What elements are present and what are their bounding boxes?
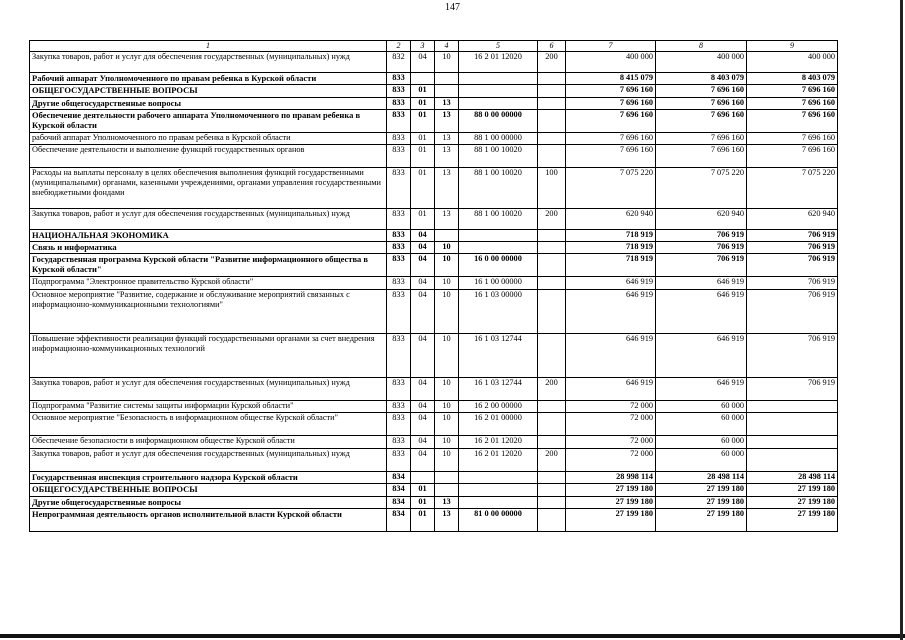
cell-name: Закупка товаров, работ и услуг для обеспечения государственных (муниципальных) нужд — [30, 52, 387, 73]
cell-pr: 10 — [435, 378, 459, 401]
cell-sum-3: 7 696 160 — [747, 98, 838, 110]
cell-sum-2: 706 919 — [656, 242, 747, 254]
table-row — [30, 52, 838, 73]
cell-pr: 13 — [435, 168, 459, 209]
cell-vr: 200 — [538, 378, 566, 401]
cell-name: Связь и информатика — [30, 242, 387, 254]
cell-rz — [411, 73, 435, 85]
cell-sum-1: 646 919 — [566, 334, 656, 378]
cell-pr: 10 — [435, 242, 459, 254]
cell-csr — [459, 98, 538, 110]
cell-name: Основное мероприятие "Безопасность в информационном обществе Курской области" — [30, 413, 387, 436]
cell-rz: 01 — [411, 145, 435, 168]
table-row — [30, 334, 838, 378]
cell-pr: 10 — [435, 401, 459, 413]
cell-sum-1: 72 000 — [566, 401, 656, 413]
scan-edge-right — [900, 0, 903, 640]
cell-sum-3: 7 075 220 — [747, 168, 838, 209]
table-row — [30, 98, 838, 110]
cell-sum-2: 7 696 160 — [656, 133, 747, 145]
cell-rz: 04 — [411, 334, 435, 378]
cell-sum-2: 620 940 — [656, 209, 747, 230]
cell-rz — [411, 472, 435, 484]
cell-sum-1: 72 000 — [566, 413, 656, 436]
cell-ved: 833 — [387, 254, 411, 277]
cell-sum-1: 7 696 160 — [566, 98, 656, 110]
cell-rz: 04 — [411, 52, 435, 73]
cell-vr — [538, 334, 566, 378]
cell-vr — [538, 145, 566, 168]
table-row — [30, 290, 838, 334]
cell-pr — [435, 472, 459, 484]
table-row — [30, 484, 838, 497]
cell-pr: 10 — [435, 52, 459, 73]
cell-sum-2: 60 000 — [656, 413, 747, 436]
cell-name: Подпрограмма "Электронное правительство Курской области" — [30, 277, 387, 290]
cell-vr: 200 — [538, 449, 566, 472]
cell-rz: 04 — [411, 277, 435, 290]
cell-ved: 834 — [387, 484, 411, 497]
cell-vr — [538, 401, 566, 413]
header-cell: 1 — [30, 41, 387, 52]
page-number: 147 — [445, 2, 460, 13]
table-row — [30, 378, 838, 401]
cell-pr: 13 — [435, 497, 459, 509]
cell-vr — [538, 133, 566, 145]
cell-sum-2: 7 696 160 — [656, 110, 747, 133]
cell-ved: 833 — [387, 168, 411, 209]
cell-csr: 81 0 00 00000 — [459, 509, 538, 532]
cell-sum-1: 646 919 — [566, 290, 656, 334]
cell-sum-2: 27 199 180 — [656, 484, 747, 497]
cell-csr: 16 0 00 00000 — [459, 254, 538, 277]
cell-pr: 13 — [435, 133, 459, 145]
table-row — [30, 497, 838, 509]
cell-pr: 10 — [435, 290, 459, 334]
cell-sum-3 — [747, 436, 838, 449]
cell-ved: 833 — [387, 85, 411, 98]
table-body — [30, 41, 838, 532]
cell-sum-1: 27 199 180 — [566, 497, 656, 509]
cell-name: Подпрограмма "Развитие системы защиты информации Курской области" — [30, 401, 387, 413]
cell-sum-1: 8 415 079 — [566, 73, 656, 85]
cell-sum-3: 8 403 079 — [747, 73, 838, 85]
header-cell: 3 — [411, 41, 435, 52]
cell-rz: 04 — [411, 449, 435, 472]
cell-pr: 13 — [435, 98, 459, 110]
table-row — [30, 413, 838, 436]
cell-rz: 04 — [411, 254, 435, 277]
table-row — [30, 85, 838, 98]
cell-sum-2: 400 000 — [656, 52, 747, 73]
cell-sum-3: 706 919 — [747, 242, 838, 254]
cell-pr — [435, 484, 459, 497]
cell-name: Рабочий аппарат Уполномоченного по правам ребенка в Курской области — [30, 73, 387, 85]
cell-ved: 833 — [387, 277, 411, 290]
cell-sum-1: 72 000 — [566, 449, 656, 472]
cell-pr: 10 — [435, 334, 459, 378]
table-row — [30, 145, 838, 168]
cell-sum-2: 60 000 — [656, 436, 747, 449]
cell-rz: 01 — [411, 168, 435, 209]
cell-sum-2: 7 696 160 — [656, 145, 747, 168]
cell-pr: 13 — [435, 110, 459, 133]
cell-name: ОБЩЕГОСУДАРСТВЕННЫЕ ВОПРОСЫ — [30, 484, 387, 497]
budget-sheet — [29, 40, 837, 532]
cell-csr — [459, 73, 538, 85]
cell-csr: 88 1 00 10020 — [459, 168, 538, 209]
cell-sum-1: 400 000 — [566, 52, 656, 73]
cell-sum-1: 7 696 160 — [566, 133, 656, 145]
table-row — [30, 436, 838, 449]
cell-name: Повышение эффективности реализации функций государственными органами за счет внедрения информационно-коммуникационных технологий — [30, 334, 387, 378]
cell-sum-3: 706 919 — [747, 230, 838, 242]
cell-rz: 01 — [411, 133, 435, 145]
cell-vr — [538, 484, 566, 497]
cell-ved: 833 — [387, 436, 411, 449]
cell-sum-2: 7 696 160 — [656, 98, 747, 110]
cell-vr: 100 — [538, 168, 566, 209]
cell-csr — [459, 230, 538, 242]
table-row — [30, 230, 838, 242]
budget-table — [29, 40, 838, 532]
header-cell: 6 — [538, 41, 566, 52]
cell-pr: 10 — [435, 449, 459, 472]
cell-sum-1: 27 199 180 — [566, 484, 656, 497]
cell-name: Обеспечение деятельности и выполнение функций государственных органов — [30, 145, 387, 168]
cell-sum-3: 706 919 — [747, 277, 838, 290]
table-row — [30, 472, 838, 484]
cell-sum-1: 7 075 220 — [566, 168, 656, 209]
cell-ved: 833 — [387, 242, 411, 254]
cell-pr: 10 — [435, 277, 459, 290]
cell-vr — [538, 413, 566, 436]
cell-vr: 200 — [538, 52, 566, 73]
cell-name: рабочий аппарат Уполномоченного по правам ребенка в Курской области — [30, 133, 387, 145]
cell-sum-3: 620 940 — [747, 209, 838, 230]
cell-rz: 01 — [411, 85, 435, 98]
cell-sum-3: 7 696 160 — [747, 145, 838, 168]
cell-sum-2: 60 000 — [656, 401, 747, 413]
cell-ved: 833 — [387, 378, 411, 401]
cell-name: ОБЩЕГОСУДАРСТВЕННЫЕ ВОПРОСЫ — [30, 85, 387, 98]
cell-sum-3: 7 696 160 — [747, 85, 838, 98]
cell-sum-1: 7 696 160 — [566, 110, 656, 133]
cell-vr — [538, 85, 566, 98]
scan-edge-bottom — [0, 634, 905, 638]
cell-sum-2: 28 498 114 — [656, 472, 747, 484]
cell-sum-3: 28 498 114 — [747, 472, 838, 484]
cell-pr: 10 — [435, 254, 459, 277]
cell-vr — [538, 110, 566, 133]
cell-sum-2: 8 403 079 — [656, 73, 747, 85]
cell-name: Другие общегосударственные вопросы — [30, 98, 387, 110]
cell-sum-1: 718 919 — [566, 254, 656, 277]
cell-ved: 833 — [387, 98, 411, 110]
cell-pr: 10 — [435, 436, 459, 449]
cell-pr: 13 — [435, 145, 459, 168]
table-row — [30, 242, 838, 254]
cell-pr: 13 — [435, 209, 459, 230]
cell-sum-2: 7 696 160 — [656, 85, 747, 98]
cell-vr — [538, 254, 566, 277]
cell-vr — [538, 472, 566, 484]
cell-pr — [435, 73, 459, 85]
cell-sum-3 — [747, 401, 838, 413]
cell-rz: 01 — [411, 209, 435, 230]
cell-sum-1: 7 696 160 — [566, 85, 656, 98]
table-row — [30, 509, 838, 532]
cell-rz: 01 — [411, 110, 435, 133]
cell-name: Закупка товаров, работ и услуг для обеспечения государственных (муниципальных) нужд — [30, 449, 387, 472]
cell-rz: 04 — [411, 401, 435, 413]
cell-name: Другие общегосударственные вопросы — [30, 497, 387, 509]
cell-csr: 16 2 00 00000 — [459, 401, 538, 413]
cell-sum-1: 72 000 — [566, 436, 656, 449]
cell-sum-2: 646 919 — [656, 290, 747, 334]
cell-ved: 833 — [387, 334, 411, 378]
cell-csr — [459, 242, 538, 254]
cell-sum-3: 27 199 180 — [747, 497, 838, 509]
cell-sum-1: 620 940 — [566, 209, 656, 230]
cell-sum-2: 706 919 — [656, 254, 747, 277]
cell-rz: 01 — [411, 509, 435, 532]
table-row — [30, 133, 838, 145]
cell-sum-1: 27 199 180 — [566, 509, 656, 532]
cell-csr: 16 2 01 12020 — [459, 449, 538, 472]
cell-ved: 833 — [387, 230, 411, 242]
cell-ved: 833 — [387, 449, 411, 472]
cell-pr — [435, 85, 459, 98]
cell-pr: 10 — [435, 413, 459, 436]
cell-sum-2: 60 000 — [656, 449, 747, 472]
cell-name: Обеспечение безопасности в информационном обществе Курской области — [30, 436, 387, 449]
cell-vr — [538, 509, 566, 532]
cell-name: НАЦИОНАЛЬНАЯ ЭКОНОМИКА — [30, 230, 387, 242]
header-cell: 9 — [747, 41, 838, 52]
cell-csr: 88 1 00 10020 — [459, 145, 538, 168]
header-cell: 2 — [387, 41, 411, 52]
cell-name: Государственная инспекция строительного надзора Курской области — [30, 472, 387, 484]
cell-csr: 16 2 01 12020 — [459, 52, 538, 73]
cell-name: Государственная программа Курской области "Развитие информационного общества в Курской области" — [30, 254, 387, 277]
cell-rz: 04 — [411, 436, 435, 449]
cell-ved: 834 — [387, 509, 411, 532]
cell-ved: 833 — [387, 290, 411, 334]
cell-csr: 16 1 03 00000 — [459, 290, 538, 334]
cell-sum-3 — [747, 449, 838, 472]
cell-csr: 88 1 00 10020 — [459, 209, 538, 230]
cell-name: Закупка товаров, работ и услуг для обеспечения государственных (муниципальных) нужд — [30, 209, 387, 230]
table-row — [30, 168, 838, 209]
table-header-row — [30, 41, 838, 52]
cell-ved: 832 — [387, 52, 411, 73]
cell-ved: 833 — [387, 209, 411, 230]
cell-vr — [538, 230, 566, 242]
cell-rz: 04 — [411, 413, 435, 436]
cell-sum-3: 7 696 160 — [747, 133, 838, 145]
cell-vr — [538, 290, 566, 334]
cell-csr: 16 1 03 12744 — [459, 334, 538, 378]
cell-csr: 88 0 00 00000 — [459, 110, 538, 133]
cell-ved: 833 — [387, 413, 411, 436]
cell-rz: 01 — [411, 98, 435, 110]
cell-sum-3 — [747, 413, 838, 436]
table-row — [30, 449, 838, 472]
cell-ved: 833 — [387, 145, 411, 168]
cell-sum-2: 646 919 — [656, 277, 747, 290]
cell-vr — [538, 242, 566, 254]
cell-sum-3: 706 919 — [747, 378, 838, 401]
cell-rz: 01 — [411, 497, 435, 509]
table-row — [30, 110, 838, 133]
cell-ved: 833 — [387, 73, 411, 85]
table-row — [30, 73, 838, 85]
cell-rz: 04 — [411, 290, 435, 334]
cell-name: Закупка товаров, работ и услуг для обеспечения государственных (муниципальных) нужд — [30, 378, 387, 401]
header-cell: 8 — [656, 41, 747, 52]
cell-vr — [538, 98, 566, 110]
cell-vr: 200 — [538, 209, 566, 230]
cell-sum-1: 718 919 — [566, 230, 656, 242]
cell-sum-1: 718 919 — [566, 242, 656, 254]
cell-rz: 04 — [411, 378, 435, 401]
header-cell: 4 — [435, 41, 459, 52]
cell-sum-2: 706 919 — [656, 230, 747, 242]
cell-sum-3: 706 919 — [747, 334, 838, 378]
table-row — [30, 401, 838, 413]
cell-rz: 04 — [411, 242, 435, 254]
cell-sum-1: 646 919 — [566, 277, 656, 290]
cell-rz: 01 — [411, 484, 435, 497]
cell-ved: 834 — [387, 497, 411, 509]
cell-csr — [459, 497, 538, 509]
cell-csr: 16 1 03 12744 — [459, 378, 538, 401]
cell-name: Основное мероприятие "Развитие, содержание и обслуживание мероприятий связанных с информационно-коммуникационными технологиями" — [30, 290, 387, 334]
cell-csr — [459, 484, 538, 497]
cell-sum-2: 27 199 180 — [656, 509, 747, 532]
cell-vr — [538, 436, 566, 449]
cell-csr: 16 2 01 12020 — [459, 436, 538, 449]
cell-sum-2: 7 075 220 — [656, 168, 747, 209]
table-row — [30, 254, 838, 277]
cell-sum-3: 7 696 160 — [747, 110, 838, 133]
table-row — [30, 277, 838, 290]
cell-csr: 16 2 01 00000 — [459, 413, 538, 436]
cell-sum-3: 27 199 180 — [747, 509, 838, 532]
header-cell: 7 — [566, 41, 656, 52]
cell-name: Непрограммная деятельность органов исполнительной власти Курской области — [30, 509, 387, 532]
cell-name: Обеспечение деятельности рабочего аппарата Уполномоченного по правам ребенка в Курской области — [30, 110, 387, 133]
cell-pr: 13 — [435, 509, 459, 532]
cell-rz: 04 — [411, 230, 435, 242]
cell-sum-1: 28 998 114 — [566, 472, 656, 484]
cell-ved: 833 — [387, 133, 411, 145]
cell-csr: 16 1 00 00000 — [459, 277, 538, 290]
cell-sum-3: 400 000 — [747, 52, 838, 73]
cell-vr — [538, 73, 566, 85]
cell-sum-1: 646 919 — [566, 378, 656, 401]
cell-ved: 833 — [387, 110, 411, 133]
cell-sum-3: 27 199 180 — [747, 484, 838, 497]
cell-sum-2: 27 199 180 — [656, 497, 747, 509]
cell-sum-1: 7 696 160 — [566, 145, 656, 168]
cell-csr — [459, 472, 538, 484]
cell-sum-2: 646 919 — [656, 334, 747, 378]
cell-csr: 88 1 00 00000 — [459, 133, 538, 145]
header-cell: 5 — [459, 41, 538, 52]
cell-vr — [538, 497, 566, 509]
cell-sum-2: 646 919 — [656, 378, 747, 401]
cell-ved: 833 — [387, 401, 411, 413]
cell-sum-3: 706 919 — [747, 254, 838, 277]
cell-ved: 834 — [387, 472, 411, 484]
table-row — [30, 209, 838, 230]
cell-csr — [459, 85, 538, 98]
cell-vr — [538, 277, 566, 290]
cell-pr — [435, 230, 459, 242]
cell-sum-3: 706 919 — [747, 290, 838, 334]
cell-name: Расходы на выплаты персоналу в целях обеспечения выполнения функций государственными (муниципальными) органами, казенными учреждениями, органами управления государственными внебюджетными фондами — [30, 168, 387, 209]
